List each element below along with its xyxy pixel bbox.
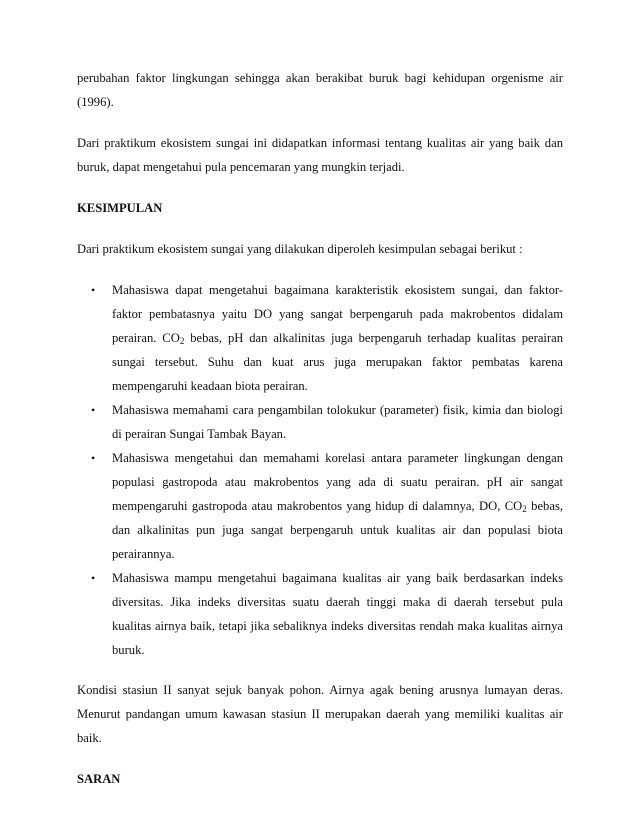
bullet-icon: • <box>91 283 96 297</box>
bullet-icon: • <box>91 451 96 465</box>
list-item <box>77 566 563 662</box>
bullet-icon: • <box>91 571 96 585</box>
list-item-text: Mahasiswa mampu mengetahui bagaimana kualitas air yang baik berdasarkan indeks diversitas. Jika indeks diversitas suatu daerah tinggi maka di daerah tersebut pula kualitas airnya baik, tetapi jika sebaliknya indeks diversitas rendah maka kualitas airnya buruk. <box>112 571 563 657</box>
conclusion-list <box>77 278 563 662</box>
paragraph-station-condition: Kondisi stasiun II sanyat sejuk banyak pohon. Airnya agak bening arusnya lumayan deras. Menurut pandangan umum kawasan stasiun II merupakan daerah yang memiliki kualitas air baik. <box>77 683 563 745</box>
bullet-icon: • <box>91 403 96 417</box>
subscript: 2 <box>179 336 185 346</box>
list-item <box>77 398 563 446</box>
subscript: 2 <box>522 504 527 514</box>
list-item-text: Mahasiswa dapat mengetahui bagaimana karakteristik ekosistem sungai, dan faktor-faktor pembatasnya yaitu DO yang sangat berpengaruh pada makrobentos didalam perairan. CO <box>112 283 563 345</box>
heading-kesimpulan: KESIMPULAN <box>77 201 163 215</box>
document-body <box>77 66 563 791</box>
list-item-text: Mahasiswa mengetahui dan memahami korelasi antara parameter lingkungan dengan populasi gastropoda atau makrobentos yang ada di suatu perairan. pH air sangat mempengaruhi gastropoda atau makrobentos yang hidup di dalamnya, DO, CO <box>112 451 563 513</box>
paragraph-conclusion-intro: Dari praktikum ekosistem sungai yang dilakukan diperoleh kesimpulan sebagai berikut : <box>77 242 523 256</box>
list-item-text: bebas, pH dan alkalinitas juga berpengaruh terhadap kualitas perairan sungai tersebut. Suhu dan kuat arus juga merupakan faktor pembatas karena mempengaruhi keadaan biota perairan. <box>112 331 564 393</box>
heading-saran: SARAN <box>77 772 121 786</box>
list-item-text: bebas, dan alkalinitas pun juga sangat berpengaruh untuk kualitas air dan populasi biota perairannya. <box>112 499 563 561</box>
list-item-text: Mahasiswa memahami cara pengambilan tolokukur (parameter) fisik, kimia dan biologi di perairan Sungai Tambak Bayan. <box>112 403 563 441</box>
list-item <box>77 278 563 398</box>
paragraph-findings: Dari praktikum ekosistem sungai ini didapatkan informasi tentang kualitas air yang baik dan buruk, dapat mengetahui pula pencemaran yang mungkin terjadi. <box>77 136 563 174</box>
list-item <box>77 446 563 566</box>
paragraph-intro: perubahan faktor lingkungan sehingga akan berakibat buruk bagi kehidupan orgenisme air (1996). <box>77 71 563 109</box>
